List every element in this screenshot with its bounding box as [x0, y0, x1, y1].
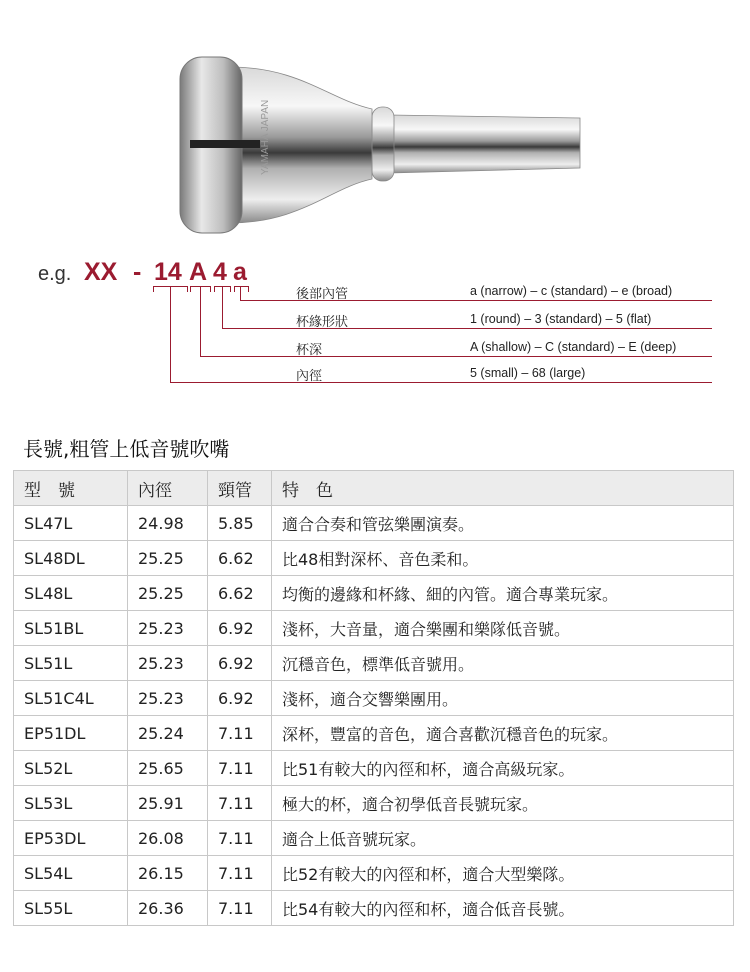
- table-row: [14, 786, 734, 821]
- header-throat: 頸管: [208, 471, 272, 506]
- cell-feature: 淺杯，大音量，適合樂團和樂隊低音號。: [272, 611, 734, 646]
- legend-label-cup: 杯深: [296, 343, 323, 358]
- cell-throat: 5.85: [208, 506, 272, 541]
- cell-throat: 7.11: [208, 856, 272, 891]
- cell-model: SL51L: [14, 646, 128, 681]
- table-row: [14, 576, 734, 611]
- bracket-tick: [234, 286, 235, 292]
- cell-feature: 比51有較大的內徑和杯，適合高級玩家。: [272, 751, 734, 786]
- cell-diameter: 24.98: [128, 506, 208, 541]
- cell-diameter: 25.23: [128, 611, 208, 646]
- cell-model: SL48DL: [14, 541, 128, 576]
- cell-throat: 7.11: [208, 891, 272, 926]
- legend-label-backbore: 後部內管: [296, 287, 349, 302]
- code-cup-depth: A: [189, 258, 208, 286]
- header-model: 型 號: [14, 471, 128, 506]
- cell-throat: 6.62: [208, 541, 272, 576]
- eg-prefix: e.g.: [38, 263, 72, 285]
- section-title: 長號,粗管上低音號吹嘴: [23, 437, 230, 461]
- bracket-tick: [153, 286, 154, 292]
- leader-cup: [200, 286, 201, 356]
- table-row: [14, 716, 734, 751]
- cell-feature: 適合上低音號玩家。: [272, 821, 734, 856]
- legend-range-diameter: 5 (small) – 68 (large): [470, 366, 586, 380]
- table-row: [14, 751, 734, 786]
- table-row: [14, 856, 734, 891]
- cell-feature: 適合合奏和管弦樂團演奏。: [272, 506, 734, 541]
- cell-feature: 比48相對深杯、音色柔和。: [272, 541, 734, 576]
- bracket-tick: [248, 286, 249, 292]
- table-row: [14, 611, 734, 646]
- cell-feature: 深杯，豐富的音色，適合喜歡沉穩音色的玩家。: [272, 716, 734, 751]
- cell-throat: 6.92: [208, 646, 272, 681]
- code-rim-shape: 4: [213, 258, 227, 286]
- table-row: [14, 681, 734, 716]
- code-series: XX: [84, 258, 118, 286]
- cell-feature: 均衡的邊緣和杯緣、細的內管。適合專業玩家。: [272, 576, 734, 611]
- bracket-tick: [187, 286, 188, 292]
- cell-throat: 6.92: [208, 681, 272, 716]
- legend-label-rim: 杯緣形狀: [296, 315, 349, 330]
- cell-feature: 沉穩音色，標準低音號用。: [272, 646, 734, 681]
- legend-line-diameter: [170, 382, 712, 383]
- legend-line-cup: [200, 356, 712, 357]
- table-row: [14, 506, 734, 541]
- legend-label-diameter: 內徑: [296, 369, 323, 384]
- legend-range-rim: 1 (round) – 3 (standard) – 5 (flat): [470, 312, 652, 326]
- table-row: [14, 821, 734, 856]
- bracket-tick: [190, 286, 191, 292]
- cell-model: SL48L: [14, 576, 128, 611]
- cell-diameter: 25.23: [128, 646, 208, 681]
- cell-feature: 極大的杯，適合初學低音長號玩家。: [272, 786, 734, 821]
- mouthpiece-image: [150, 45, 590, 245]
- cell-model: SL51BL: [14, 611, 128, 646]
- bracket-top-a-lower: [234, 286, 248, 287]
- cell-diameter: 25.91: [128, 786, 208, 821]
- leader-backbore: [240, 286, 241, 300]
- cell-diameter: 25.25: [128, 541, 208, 576]
- bracket-tick: [230, 286, 231, 292]
- cell-throat: 6.62: [208, 576, 272, 611]
- bracket-tick: [210, 286, 211, 292]
- cell-model: SL55L: [14, 891, 128, 926]
- cell-model: SL54L: [14, 856, 128, 891]
- cell-model: SL52L: [14, 751, 128, 786]
- legend-range-cup: A (shallow) – C (standard) – E (deep): [470, 340, 677, 354]
- spec-table: [13, 470, 734, 926]
- legend-range-backbore: a (narrow) – c (standard) – e (broad): [470, 284, 673, 298]
- cell-model: SL47L: [14, 506, 128, 541]
- cell-model: SL53L: [14, 786, 128, 821]
- table-header-row: [14, 471, 734, 506]
- header-features: 特 色: [272, 471, 734, 506]
- cell-diameter: 25.65: [128, 751, 208, 786]
- table-row: [14, 541, 734, 576]
- cell-model: EP51DL: [14, 716, 128, 751]
- header-inner-diameter: 內徑: [128, 471, 208, 506]
- code-inner-diameter: 14: [154, 258, 182, 286]
- cell-diameter: 26.08: [128, 821, 208, 856]
- leader-diameter: [170, 286, 171, 382]
- cell-diameter: 25.25: [128, 576, 208, 611]
- engraving-text: YAMAHA JAPAN: [260, 99, 271, 175]
- cell-throat: 7.11: [208, 751, 272, 786]
- cell-diameter: 25.23: [128, 681, 208, 716]
- code-backbore: a: [233, 258, 247, 286]
- cell-throat: 6.92: [208, 611, 272, 646]
- table-row: [14, 646, 734, 681]
- cell-diameter: 26.15: [128, 856, 208, 891]
- cell-model: EP53DL: [14, 821, 128, 856]
- table-row: [14, 891, 734, 926]
- cell-feature: 淺杯，適合交響樂團用。: [272, 681, 734, 716]
- leader-rim: [222, 286, 223, 328]
- cell-feature: 比52有較大的內徑和杯，適合大型樂隊。: [272, 856, 734, 891]
- cell-throat: 7.11: [208, 821, 272, 856]
- code-dash: -: [133, 258, 142, 286]
- cell-model: SL51C4L: [14, 681, 128, 716]
- cell-diameter: 26.36: [128, 891, 208, 926]
- cell-throat: 7.11: [208, 716, 272, 751]
- cell-feature: 比54有較大的內徑和杯，適合低音長號。: [272, 891, 734, 926]
- bracket-tick: [214, 286, 215, 292]
- cell-diameter: 25.24: [128, 716, 208, 751]
- cell-throat: 7.11: [208, 786, 272, 821]
